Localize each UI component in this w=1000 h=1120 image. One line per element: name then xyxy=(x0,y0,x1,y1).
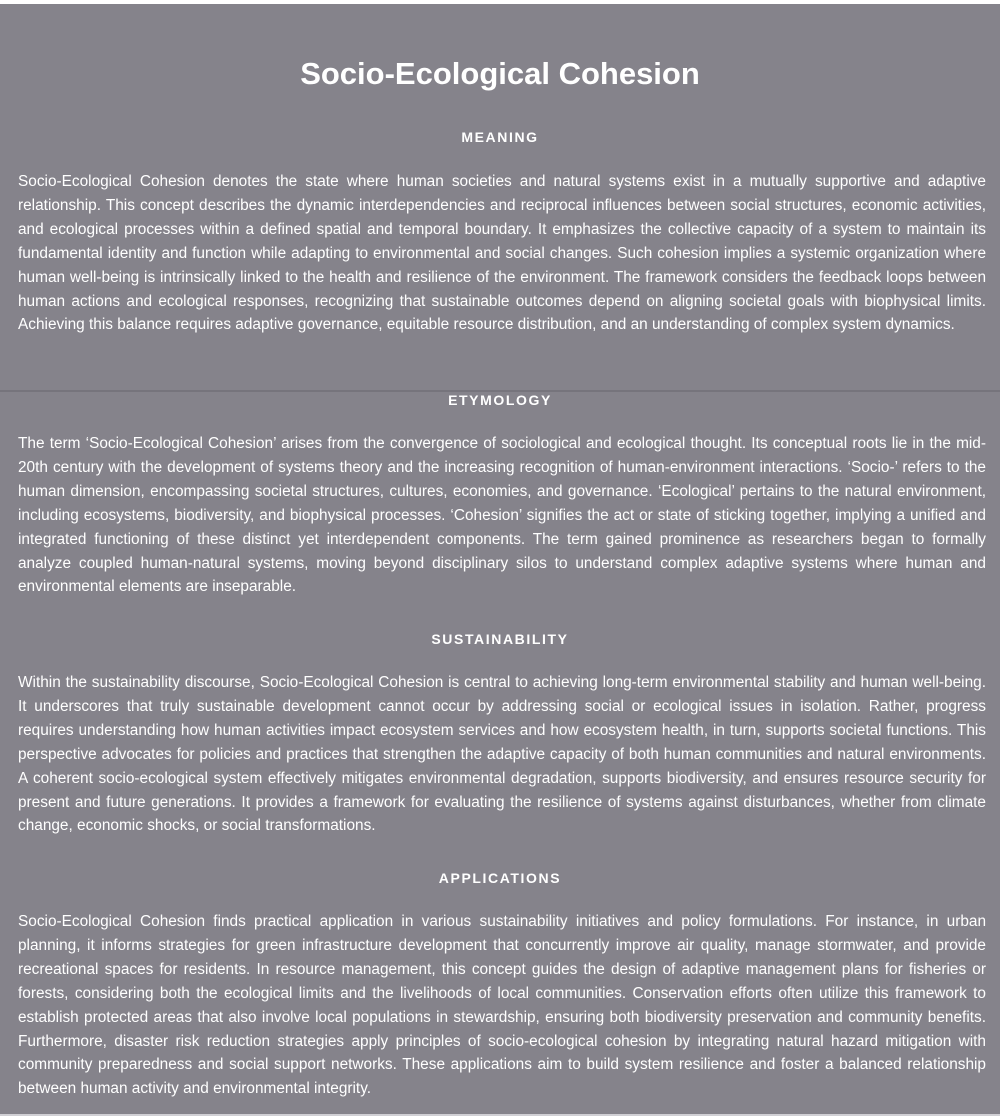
page-title: Socio-Ecological Cohesion xyxy=(300,56,700,91)
section-heading-etymology: ETYMOLOGY xyxy=(448,392,552,408)
section-body-sustainability: Within the sustainability discourse, Socio-Ecological Cohesion is central to achieving long-term environmental stability and human well-being. It underscores that truly sustainable development cannot occur by addressing social or ecological issues in isolation. Rather, progress requires understanding how human activities impact ecosystem services and how ecosystem health, in turn, supports societal functions. This perspective advocates for policies and practices that strengthen the adaptive capacity of both human communities and natural environments. A coherent socio-ecological system effectively mitigates environmental degradation, supports biodiversity, and ensures resource security for present and future generations. It provides a framework for evaluating the resilience of systems against disturbances, whether from climate change, economic shocks, or social transformations. xyxy=(18,674,986,835)
section-heading-sustainability: SUSTAINABILITY xyxy=(431,631,569,647)
section-body-applications: Socio-Ecological Cohesion finds practical application in various sustainability initiatives and policy formulations. For instance, in urban planning, it informs strategies for green infrastructure development that concurrently improve air quality, manage stormwater, and provide recreational spaces for residents. In resource management, this concept guides the design of adaptive management plans for fisheries or forests, considering both the ecological limits and the livelihoods of local communities. Conservation efforts often utilize this framework to establish protected areas that also involve local populations in stewardship, ensuring both biodiversity preservation and community benefits. Furthermore, disaster risk reduction strategies apply principles of socio-ecological cohesion by integrating natural hazard mitigation with community preparedness and social support networks. These applications aim to build system resilience and foster a balanced relationship between human activity and environmental integrity. xyxy=(18,913,986,1098)
section-heading-meaning: MEANING xyxy=(461,129,539,145)
document-page xyxy=(0,4,1000,1114)
section-body-meaning: Socio-Ecological Cohesion denotes the state where human societies and natural systems exist in a mutually supportive and adaptive relationship. This concept describes the dynamic interdependencies and reciprocal influences between social structures, economic activities, and ecological processes within a defined spatial and temporal boundary. It emphasizes the collective capacity of a system to maintain its fundamental identity and function while adapting to environmental and social changes. Such cohesion implies a systemic organization where human well-being is intrinsically linked to the health and resilience of the environment. The framework considers the feedback loops between human actions and ecological responses, recognizing that sustainable outcomes depend on aligning societal goals with biophysical limits. Achieving this balance requires adaptive governance, equitable resource distribution, and an understanding of complex system dynamics. xyxy=(18,173,986,334)
section-body-etymology: The term ‘Socio-Ecological Cohesion’ arises from the convergence of sociological and ecological thought. Its conceptual roots lie in the mid-20th century with the development of systems theory and the increasing recognition of human-environment interactions. ‘Socio-’ refers to the human dimension, encompassing societal structures, cultures, economies, and governance. ‘Ecological’ pertains to the natural environment, including ecosystems, biodiversity, and biophysical processes. ‘Cohesion’ signifies the act or state of sticking together, implying a unified and integrated functioning of these distinct yet interdependent components. The term gained prominence as researchers began to formally analyze coupled human-natural systems, moving beyond disciplinary silos to understand complex adaptive systems where human and environmental elements are inseparable. xyxy=(18,435,986,596)
section-heading-applications: APPLICATIONS xyxy=(438,870,562,886)
page-bottom-border xyxy=(0,1114,1000,1116)
